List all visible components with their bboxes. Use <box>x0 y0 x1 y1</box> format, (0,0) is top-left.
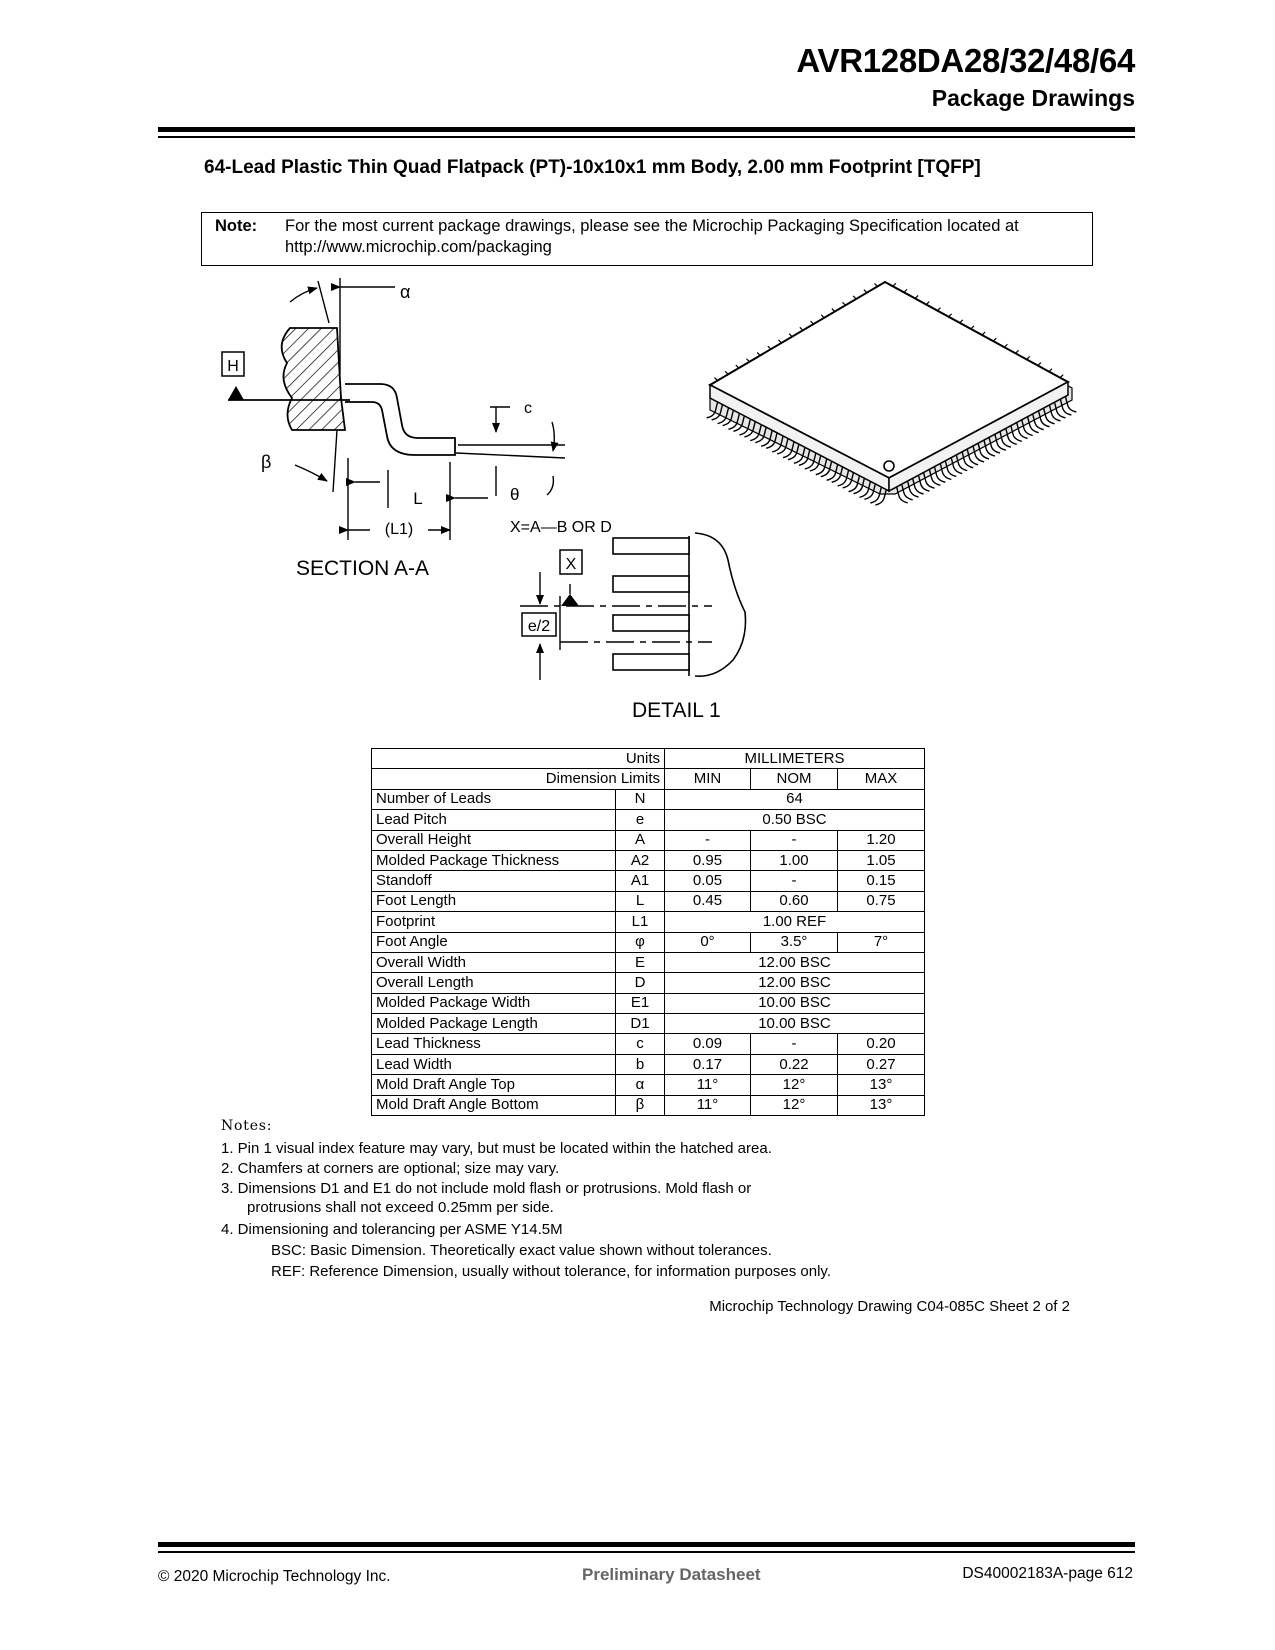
dimension-name: Lead Width <box>372 1054 616 1074</box>
package-lead <box>832 309 835 312</box>
dimension-max: 13° <box>838 1095 925 1115</box>
dimension-symbol: φ <box>616 932 665 952</box>
dim-l1-label: (L1) <box>384 521 414 538</box>
dimension-min: 0.95 <box>665 850 751 870</box>
note-2: 2. Chamfers at corners are optional; size may vary. <box>221 1160 560 1177</box>
angle-alpha-label: α <box>400 282 411 302</box>
dimension-nom: 3.5° <box>751 932 838 952</box>
package-lead <box>853 296 856 299</box>
table-row <box>372 912 925 932</box>
document-title: AVR128DA28/32/48/64 <box>796 42 1135 79</box>
lead-profile <box>345 384 455 455</box>
note-bsc: BSC: Basic Dimension. Theoretically exact value shown without tolerances. <box>271 1242 772 1259</box>
angle-theta-label: θ <box>510 485 520 504</box>
table-row <box>372 789 925 809</box>
note-1: 1. Pin 1 visual index feature may vary, but must be located within the hatched area. <box>221 1140 772 1157</box>
package-lead <box>757 352 760 355</box>
package-lead <box>811 321 814 324</box>
package-lead <box>864 290 867 293</box>
table-header-units <box>372 749 925 769</box>
note-ref: REF: Reference Dimension, usually without tolerance, for information purposes only. <box>271 1263 831 1280</box>
dimension-value: 0.50 BSC <box>665 810 925 830</box>
table-row <box>372 810 925 830</box>
dimension-name: Mold Draft Angle Top <box>372 1075 616 1095</box>
table-row <box>372 871 925 891</box>
package-lead <box>982 332 985 335</box>
dimension-max: 0.20 <box>838 1034 925 1054</box>
package-lead <box>843 302 846 305</box>
dimension-limits-label: Dimension Limits <box>372 769 665 789</box>
dimension-name: Molded Package Thickness <box>372 850 616 870</box>
dimension-symbol: b <box>616 1054 665 1074</box>
package-lead <box>1038 363 1041 366</box>
unit-name: MILLIMETERS <box>665 749 925 769</box>
table-row <box>372 830 925 850</box>
section-label: SECTION A-A <box>296 557 430 580</box>
dimension-max: 13° <box>838 1075 925 1095</box>
dimension-nom: 0.60 <box>751 891 838 911</box>
dimension-symbol: L <box>616 891 665 911</box>
dimension-symbol: A1 <box>616 871 665 891</box>
dimension-nom: 12° <box>751 1075 838 1095</box>
dimension-min: 0.05 <box>665 871 751 891</box>
dimension-symbol: E <box>616 952 665 972</box>
package-lead <box>746 359 749 362</box>
dimension-nom: - <box>751 1034 838 1054</box>
footer-page-number: DS40002183A-page 612 <box>962 1565 1133 1582</box>
footer-rule-thin <box>158 1551 1135 1553</box>
dimension-min: 11° <box>665 1095 751 1115</box>
dimension-symbol: A2 <box>616 850 665 870</box>
col-nom-header: NOM <box>751 769 838 789</box>
package-lead <box>1004 344 1007 347</box>
dimension-nom: 1.00 <box>751 850 838 870</box>
dimension-max: 0.27 <box>838 1054 925 1074</box>
datum-h-label: H <box>227 358 239 375</box>
dimension-nom: - <box>751 830 838 850</box>
table-row <box>372 952 925 972</box>
package-lead <box>904 289 907 292</box>
package-lead <box>821 315 824 318</box>
table-row <box>372 891 925 911</box>
dimension-name: Molded Package Width <box>372 993 616 1013</box>
package-lead <box>875 283 878 286</box>
dimension-min: 0.17 <box>665 1054 751 1074</box>
table-row <box>372 993 925 1013</box>
dimension-name: Mold Draft Angle Bottom <box>372 1095 616 1115</box>
dimension-symbol: D <box>616 973 665 993</box>
dimension-symbol: L1 <box>616 912 665 932</box>
package-lead <box>1049 369 1052 372</box>
package-lead <box>714 378 717 381</box>
dimension-value: 64 <box>665 789 925 809</box>
note-text-line2: http://www.microchip.com/packaging <box>285 238 552 256</box>
dimension-symbol: A <box>616 830 665 850</box>
dimension-min: 0.09 <box>665 1034 751 1054</box>
dim-c-label: c <box>524 400 532 417</box>
table-header-limits <box>372 769 925 789</box>
dimension-name: Overall Height <box>372 830 616 850</box>
package-lead <box>915 295 918 298</box>
drawing-title: 64-Lead Plastic Thin Quad Flatpack (PT)-10x10x1 mm Body, 2.00 mm Footprint [TQFP] <box>204 157 981 178</box>
package-lead <box>971 326 974 329</box>
dimension-symbol: E1 <box>616 993 665 1013</box>
dimension-name: Overall Width <box>372 952 616 972</box>
dimension-nom: 0.22 <box>751 1054 838 1074</box>
datum-x-label: X <box>565 556 577 573</box>
detail-label: DETAIL 1 <box>632 699 721 720</box>
package-3d-view <box>707 282 1077 505</box>
dimension-min: 0.45 <box>665 891 751 911</box>
table-row <box>372 1095 925 1115</box>
package-drawing <box>0 0 1275 720</box>
dimension-name: Foot Angle <box>372 932 616 952</box>
package-lead <box>800 327 803 330</box>
package-lead <box>736 365 739 368</box>
dimension-value: 1.00 REF <box>665 912 925 932</box>
dimension-name: Molded Package Length <box>372 1014 616 1034</box>
table-row <box>372 1075 925 1095</box>
dimension-name: Overall Length <box>372 973 616 993</box>
table-row <box>372 973 925 993</box>
dimension-name: Standoff <box>372 871 616 891</box>
dimension-min: 0° <box>665 932 751 952</box>
dimension-nom: - <box>751 871 838 891</box>
table-body <box>372 789 925 1115</box>
package-lead <box>937 308 940 311</box>
x-definition: X=A—B OR D <box>510 519 612 536</box>
dimension-max: 1.20 <box>838 830 925 850</box>
package-lead <box>893 283 896 286</box>
note-3-line2: protrusions shall not exceed 0.25mm per side. <box>247 1199 554 1216</box>
dimension-symbol: e <box>616 810 665 830</box>
notes-heading: Notes: <box>221 1118 273 1134</box>
package-lead <box>725 371 728 374</box>
dimension-value: 12.00 BSC <box>665 973 925 993</box>
dimension-value: 10.00 BSC <box>665 1014 925 1034</box>
package-lead <box>768 346 771 349</box>
pin1-index-mark <box>884 461 894 471</box>
angle-beta-label: β <box>261 452 272 472</box>
note-text-line1: For the most current package drawings, please see the Microchip Packaging Specification located at <box>285 217 1019 235</box>
dimension-max: 7° <box>838 932 925 952</box>
package-lead <box>926 302 929 305</box>
dimension-symbol: D1 <box>616 1014 665 1034</box>
col-min-header: MIN <box>665 769 751 789</box>
note-4: 4. Dimensioning and tolerancing per ASME Y14.5M <box>221 1221 563 1238</box>
dimension-max: 0.15 <box>838 871 925 891</box>
detail-1-view <box>510 519 746 720</box>
footer-copyright: © 2020 Microchip Technology Inc. <box>158 1568 391 1585</box>
package-lead <box>949 314 952 317</box>
package-lead <box>789 334 792 337</box>
dimension-name: Lead Pitch <box>372 810 616 830</box>
package-lead <box>1027 356 1030 359</box>
dimension-symbol: β <box>616 1095 665 1115</box>
dimension-max: 0.75 <box>838 891 925 911</box>
drawing-number: Microchip Technology Drawing C04-085C Sheet 2 of 2 <box>709 1298 1070 1315</box>
package-lead <box>778 340 781 343</box>
note-3-line1: 3. Dimensions D1 and E1 do not include mold flash or protrusions. Mold flash or <box>221 1180 752 1197</box>
dimension-min: - <box>665 830 751 850</box>
dimension-symbol: α <box>616 1075 665 1095</box>
table-row <box>372 850 925 870</box>
package-lead <box>1016 350 1019 353</box>
half-pitch-label: e/2 <box>527 618 551 635</box>
dimension-name: Foot Length <box>372 891 616 911</box>
dim-l-label: L <box>413 489 423 508</box>
col-max-header: MAX <box>838 769 925 789</box>
mold-body-section <box>282 328 345 430</box>
dimension-min: 11° <box>665 1075 751 1095</box>
table-row <box>372 932 925 952</box>
units-label: Units <box>372 749 665 769</box>
package-lead <box>960 320 963 323</box>
document-subtitle: Package Drawings <box>931 85 1135 111</box>
table-row <box>372 1054 925 1074</box>
footer-rule-thick <box>158 1542 1135 1547</box>
dimension-symbol: N <box>616 789 665 809</box>
dimension-value: 12.00 BSC <box>665 952 925 972</box>
dimension-name: Footprint <box>372 912 616 932</box>
dimension-max: 1.05 <box>838 850 925 870</box>
dimensions-table <box>371 748 925 1116</box>
dimension-value: 10.00 BSC <box>665 993 925 1013</box>
dimension-name: Number of Leads <box>372 789 616 809</box>
package-lead <box>993 338 996 341</box>
table-row <box>372 1034 925 1054</box>
dimension-nom: 12° <box>751 1095 838 1115</box>
note-label: Note: <box>215 217 258 235</box>
footer-document-status: Preliminary Datasheet <box>582 1565 761 1584</box>
package-lead <box>1060 375 1063 378</box>
table-row <box>372 1014 925 1034</box>
dimension-name: Lead Thickness <box>372 1034 616 1054</box>
dimension-symbol: c <box>616 1034 665 1054</box>
